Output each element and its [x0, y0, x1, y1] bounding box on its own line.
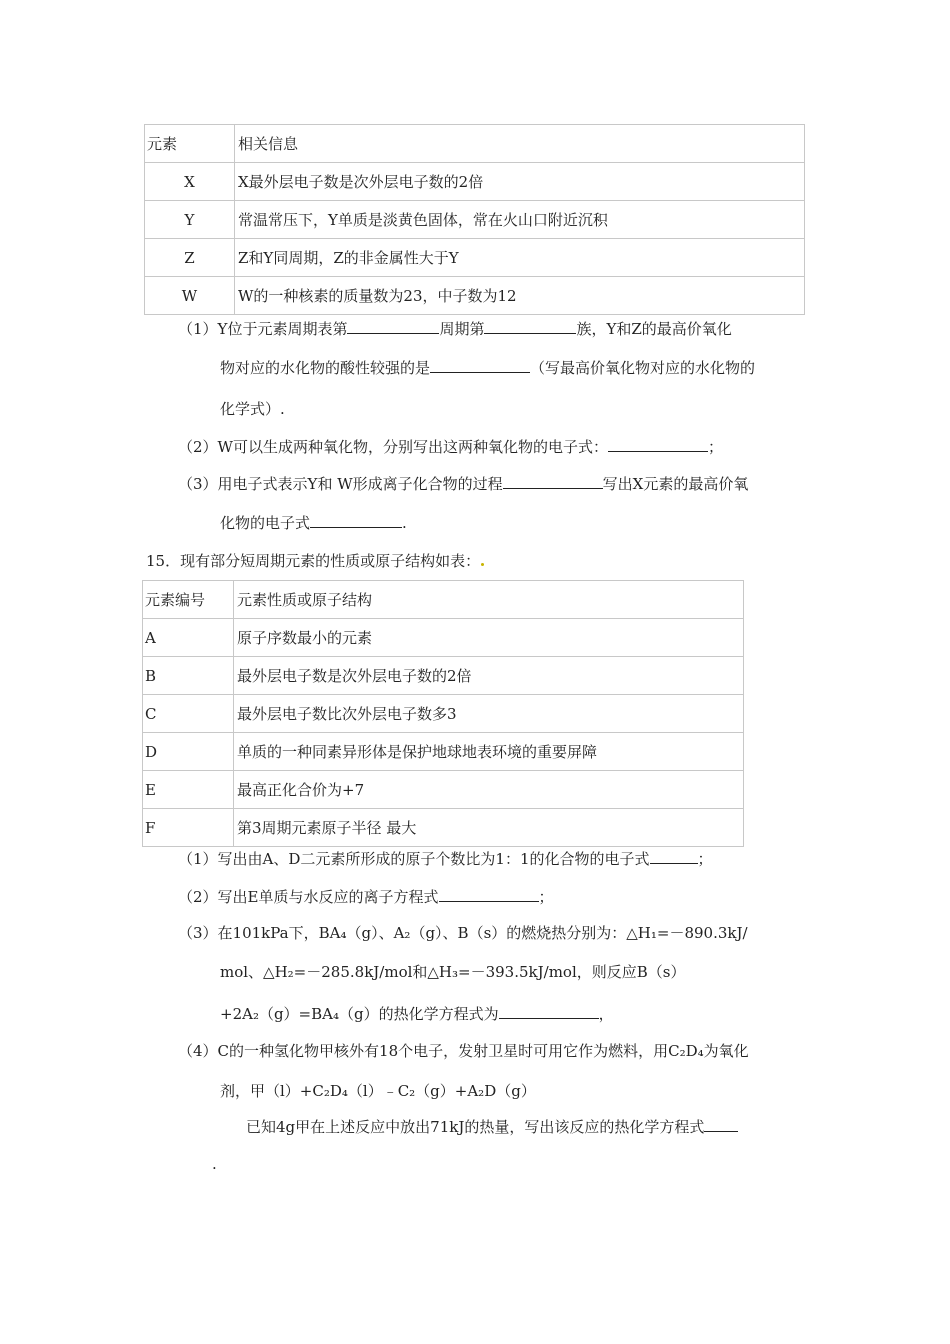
element-cell: Y [145, 201, 235, 239]
info-cell: 原子序数最小的元素 [234, 619, 744, 657]
answer-blank[interactable] [503, 474, 603, 489]
answer-blank[interactable] [608, 437, 708, 452]
question-line: （3）在101kPa下，BA₄（g）、A₂（g）、B（s）的燃烧热分别为：△H₁=－890.3kJ/ [178, 924, 748, 942]
element-cell: F [143, 809, 234, 847]
table-header-row [143, 581, 744, 619]
info-cell: 最高正化合价为+7 [234, 771, 744, 809]
header-element-id: 元素编号 [143, 581, 234, 619]
question-text: ； [538, 888, 554, 906]
info-cell: 单质的一种同素异形体是保护地球地表环境的重要屏障 [234, 733, 744, 771]
question-text: . [402, 514, 407, 532]
question-line: （4）C的一种氢化物甲核外有18个电子，发射卫星时可用它作为燃料，用C₂D₄为氧化 [178, 1042, 749, 1060]
table-row [143, 657, 744, 695]
table-row [143, 619, 744, 657]
question-text: （2）W可以生成两种氧化物，分别写出这两种氧化物的电子式： [178, 438, 608, 456]
info-cell: W的一种核素的质量数为23，中子数为12 [235, 277, 805, 315]
question-line [178, 886, 554, 907]
element-cell: X [145, 163, 235, 201]
answer-blank[interactable] [439, 887, 539, 902]
question-text: ； [707, 438, 723, 456]
table-row [143, 733, 744, 771]
element-cell: B [143, 657, 234, 695]
answer-blank[interactable] [704, 1117, 738, 1132]
element-cell: W [145, 277, 235, 315]
info-cell: 最外层电子数比次外层电子数多3 [234, 695, 744, 733]
answer-blank[interactable] [310, 513, 402, 528]
question-line [178, 473, 748, 494]
answer-blank[interactable] [347, 319, 439, 334]
question-line [178, 318, 732, 339]
question-text: （2）写出E单质与水反应的离子方程式 [178, 888, 439, 906]
element-cell: D [143, 733, 234, 771]
question-line [178, 848, 713, 869]
element-cell: C [143, 695, 234, 733]
answer-blank[interactable] [430, 358, 530, 373]
info-cell: 常温常压下，Y单质是淡黄色固体，常在火山口附近沉积 [235, 201, 805, 239]
question-text: （写最高价氧化物对应的水化物的 [530, 359, 756, 377]
question-text: ， [598, 1005, 614, 1023]
question-line [246, 1116, 738, 1137]
info-cell: X最外层电子数是次外层电子数的2倍 [235, 163, 805, 201]
answer-blank[interactable] [650, 849, 698, 864]
question-title [146, 550, 485, 571]
element-info-table [144, 124, 805, 315]
question-text: （3）用电子式表示Y和 W形成离子化合物的过程 [178, 475, 503, 493]
dot-mark [481, 563, 484, 566]
question-text: ； [697, 850, 713, 868]
header-info: 相关信息 [235, 125, 805, 163]
question-line: 化学式）. [220, 400, 285, 418]
table-row [143, 695, 744, 733]
answer-blank[interactable] [499, 1004, 599, 1019]
question-line [220, 512, 407, 533]
table-row [145, 239, 805, 277]
element-cell: E [143, 771, 234, 809]
question-text: 周期第 [439, 320, 485, 338]
header-element: 元素 [145, 125, 235, 163]
question-text: （1）Y位于元素周期表第 [178, 320, 348, 338]
answer-blank[interactable] [484, 319, 576, 334]
info-cell: Z和Y同周期，Z的非金属性大于Y [235, 239, 805, 277]
element-cell: Z [145, 239, 235, 277]
question-title-text: 15．现有部分短周期元素的性质或原子结构如表： [146, 552, 481, 570]
question-text: 已知4g甲在上述反应中放出71kJ的热量，写出该反应的热化学方程式 [246, 1118, 705, 1136]
question-line [220, 1003, 614, 1024]
question-line [178, 436, 723, 457]
table-header-row [145, 125, 805, 163]
question-line: . [212, 1155, 217, 1173]
table-row [143, 771, 744, 809]
table-row [143, 809, 744, 847]
question-line [220, 357, 755, 378]
table-row [145, 277, 805, 315]
header-property: 元素性质或原子结构 [234, 581, 744, 619]
question-line: 剂，甲（l）+C₂D₄（l）﹣C₂（g）+A₂D（g） [220, 1082, 536, 1100]
info-cell: 最外层电子数是次外层电子数的2倍 [234, 657, 744, 695]
question-text: （1）写出由A、D二元素所形成的原子个数比为1：1的化合物的电子式 [178, 850, 650, 868]
question-text: +2A₂（g）=BA₄（g）的热化学方程式为 [220, 1005, 499, 1023]
element-cell: A [143, 619, 234, 657]
question-text: 化物的电子式 [220, 514, 311, 532]
question-text: 写出X元素的最高价氧 [602, 475, 749, 493]
question-text: 族，Y和Z的最高价氧化 [576, 320, 732, 338]
info-cell: 第3周期元素原子半径 最大 [234, 809, 744, 847]
element-property-table [142, 580, 744, 847]
table-row [145, 163, 805, 201]
question-text: 物对应的水化物的酸性较强的是 [220, 359, 431, 377]
question-line: mol、△H₂=－285.8kJ/mol和△H₃=－393.5kJ/mol，则反应B（s） [220, 963, 686, 981]
table-row [145, 201, 805, 239]
